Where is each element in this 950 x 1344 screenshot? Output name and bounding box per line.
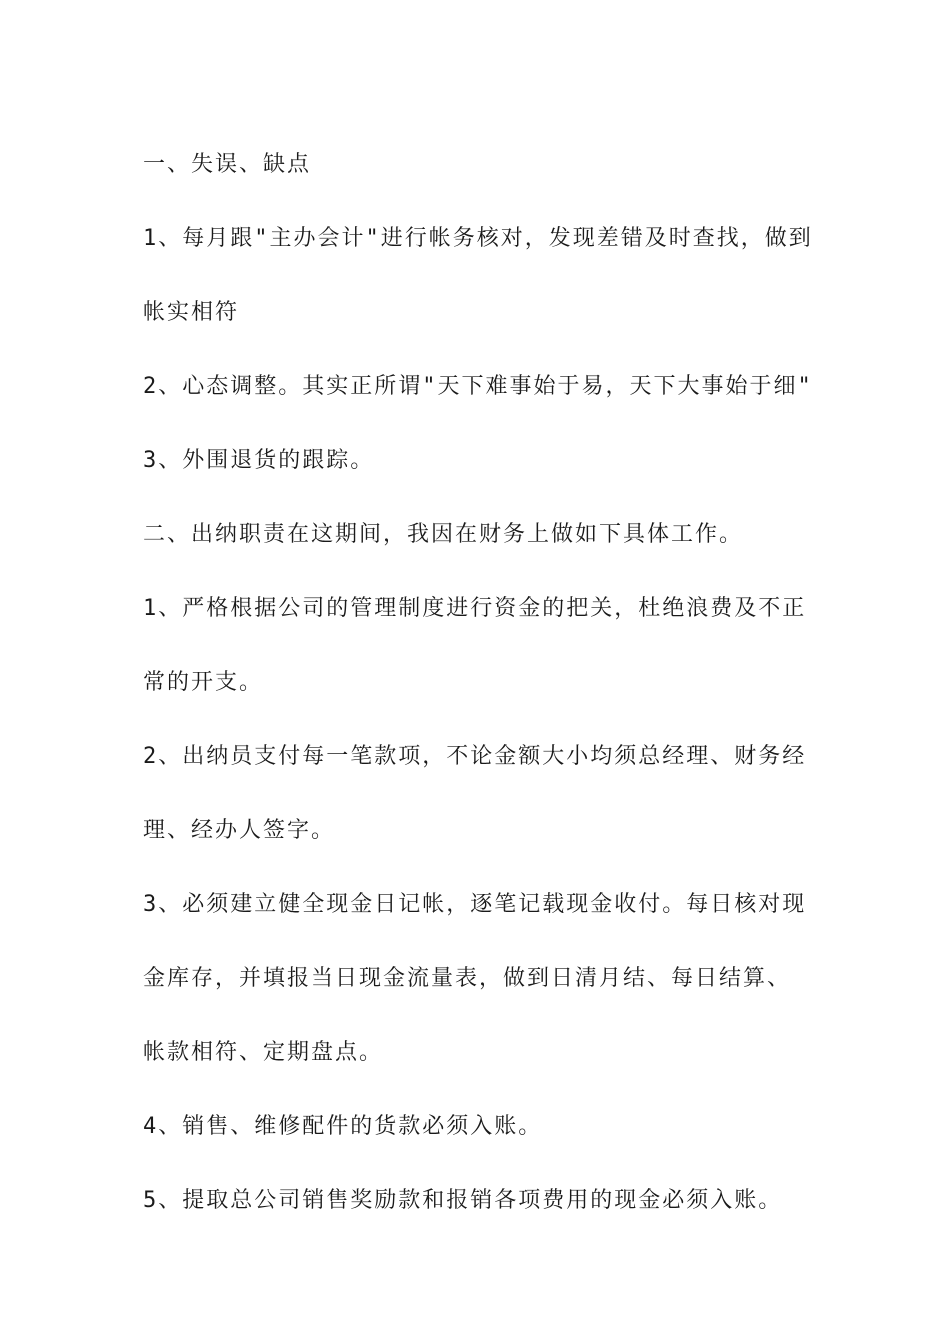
section-heading-cashier-duties: 二、出纳职责在这期间，我因在财务上做如下具体工作。 — [143, 522, 744, 547]
section-heading-mistakes: 一、失误、缺点 — [143, 152, 312, 177]
paragraph-line: 4、销售、维修配件的货款必须入账。 — [143, 1114, 543, 1139]
paragraph-line: 帐款相符、定期盘点。 — [143, 1040, 384, 1065]
paragraph-line: 理、经办人签字。 — [143, 818, 336, 843]
paragraph-line: 2、心态调整。其实正所谓"天下难事始于易，天下大事始于细" — [143, 374, 813, 399]
paragraph-line: 1、每月跟"主办会计"进行帐务核对，发现差错及时查找，做到 — [143, 226, 813, 251]
document-body — [143, 128, 823, 1238]
paragraph-line: 2、出纳员支付每一笔款项，不论金额大小均须总经理、财务经 — [143, 744, 807, 769]
paragraph-line: 3、外围退货的跟踪。 — [143, 448, 375, 473]
paragraph-line: 3、必须建立健全现金日记帐，逐笔记载现金收付。每日核对现 — [143, 892, 807, 917]
paragraph-line: 5、提取总公司销售奖励款和报销各项费用的现金必须入账。 — [143, 1188, 783, 1213]
paragraph-line: 金库存，并填报当日现金流量表，做到日清月结、每日结算、 — [143, 966, 792, 991]
paragraph-line: 帐实相符 — [143, 300, 240, 325]
paragraph-line: 1、严格根据公司的管理制度进行资金的把关，杜绝浪费及不正 — [143, 596, 807, 621]
paragraph-line: 常的开支。 — [143, 670, 264, 695]
